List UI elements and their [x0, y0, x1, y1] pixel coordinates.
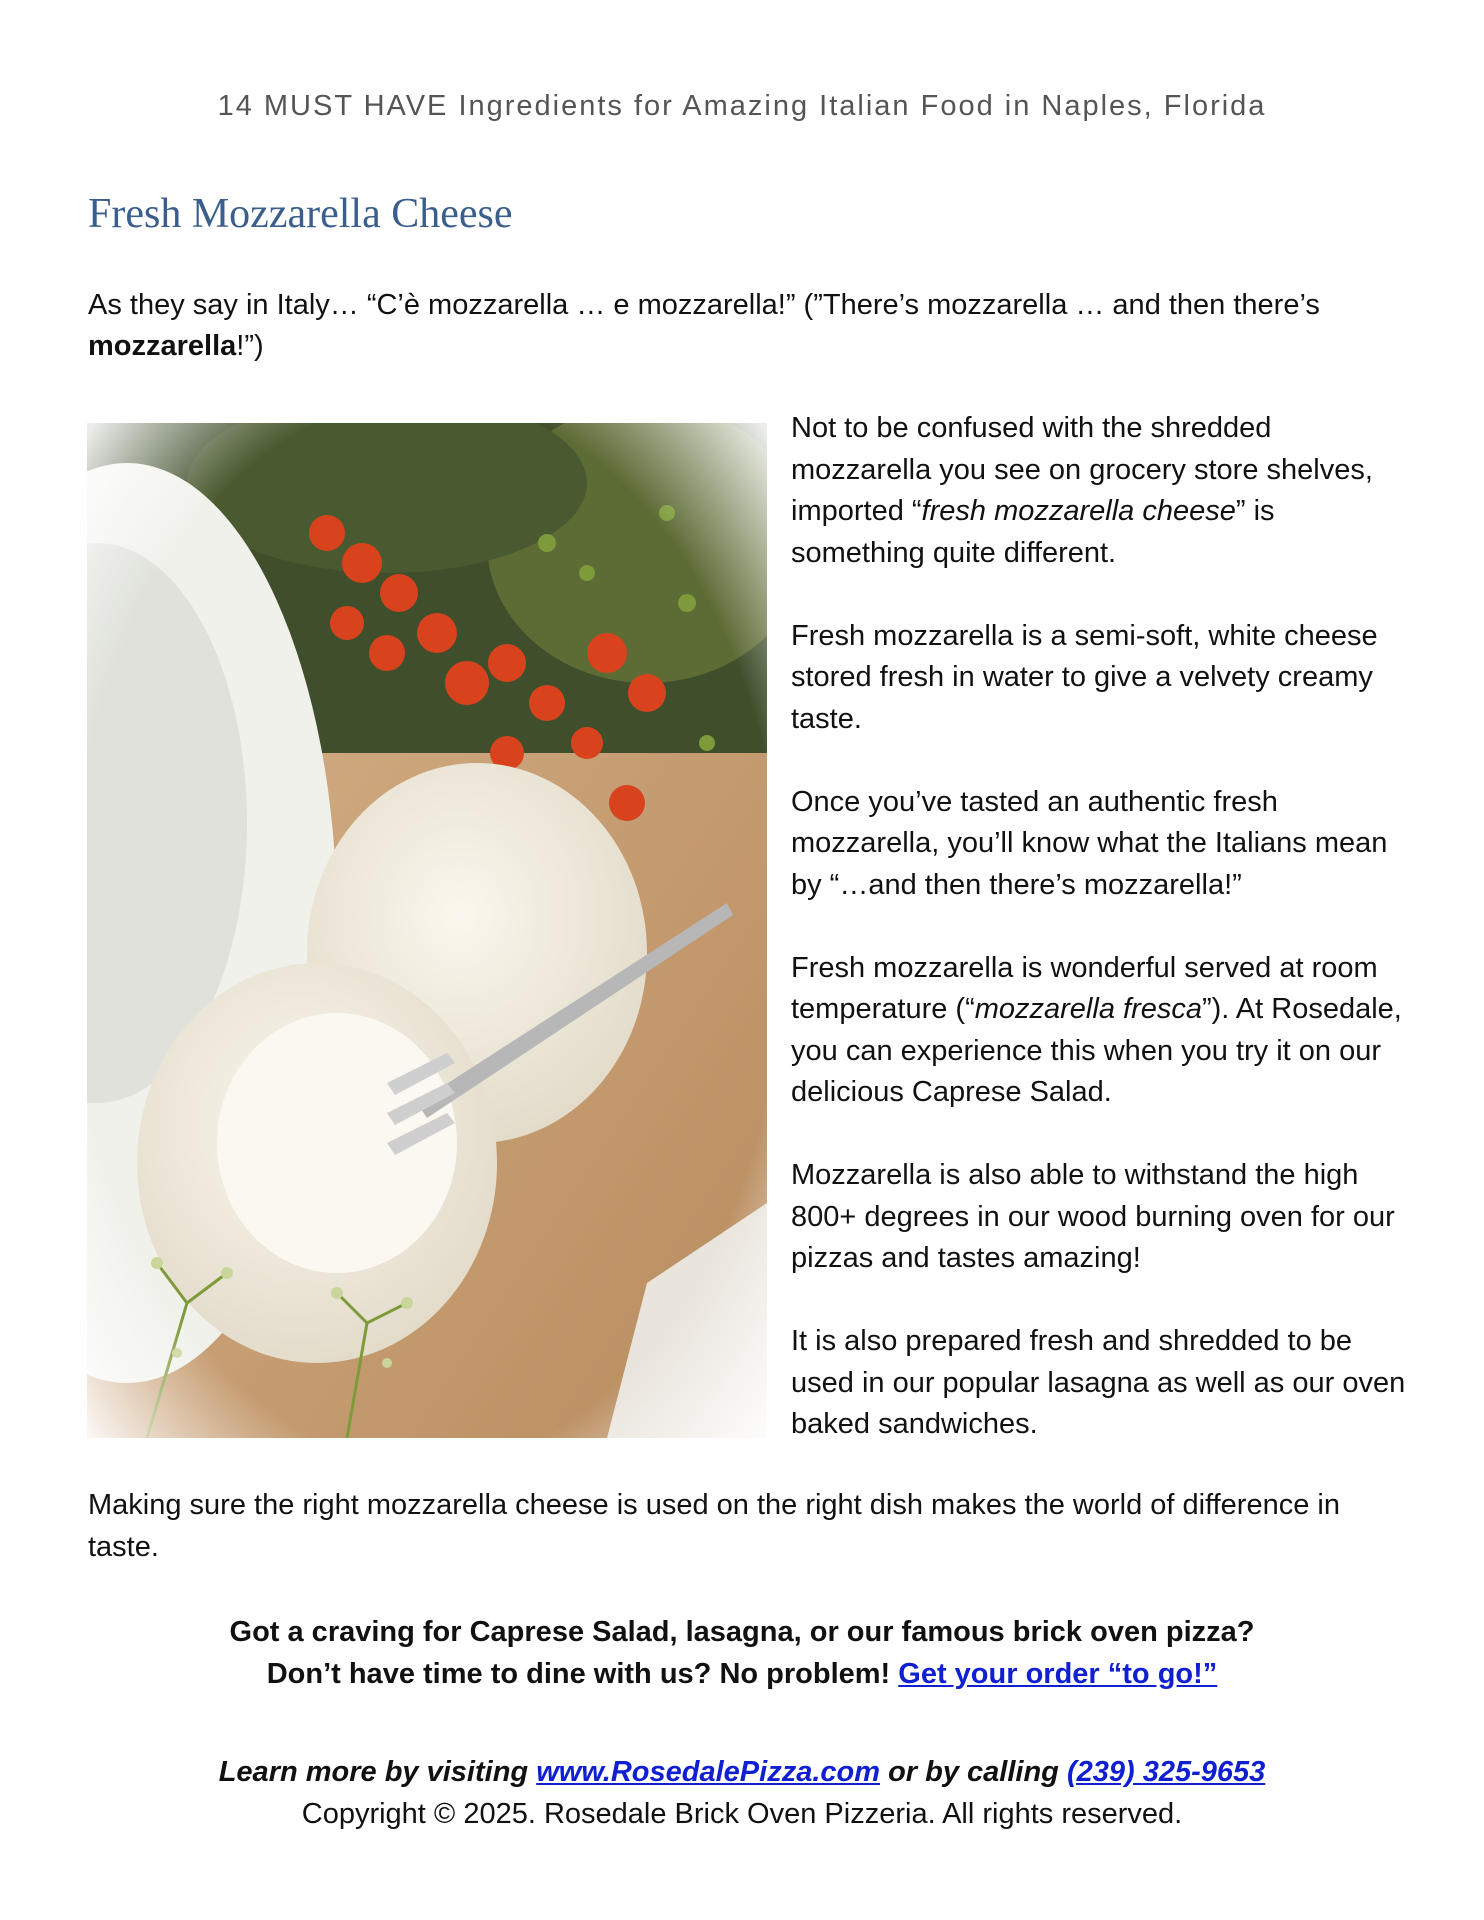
cta-line-2: [0, 1654, 1484, 1696]
mozzarella-photo: [87, 423, 767, 1438]
bottom-paragraph: Making sure the right mozzarella cheese is used on the right dish makes the world of difference in taste.: [88, 1489, 1340, 1563]
paragraph-4-text: Fresh mozzarella is wonderful served at room temperature (“: [791, 951, 1378, 1025]
paragraph-6: It is also prepared fresh and shredded to be used in our popular lasagna as well as our oven baked sandwiches.: [791, 1325, 1406, 1440]
website-link[interactable]: www.RosedalePizza.com: [536, 1756, 881, 1788]
paragraph-4: [791, 948, 1411, 1114]
order-to-go-link[interactable]: Get your order “to go!”: [898, 1657, 1218, 1690]
description-column: [791, 408, 1411, 1487]
intro-text: As they say in Italy… “C’è mozzarella … e mozzarella!” (”There’s mozzarella … and then there’s: [88, 289, 1320, 321]
phone-link[interactable]: (239) 325-9653: [1066, 1756, 1266, 1788]
learn-more-prefix: Learn more by visiting: [218, 1756, 537, 1788]
learn-more-mid: or by calling: [880, 1756, 1067, 1788]
section-title: Fresh Mozzarella Cheese: [88, 191, 513, 237]
footer: [0, 1752, 1484, 1835]
paragraph-2: Fresh mozzarella is a semi-soft, white cheese stored fresh in water to give a velvety creamy taste.: [791, 619, 1378, 735]
intro-text-end: !”): [236, 330, 264, 362]
paragraph-3: Once you’ve tasted an authentic fresh mozzarella, you’ll know what the Italians mean by “…and then there’s mozzarella!”: [791, 785, 1388, 901]
paragraph-1-italic: fresh mozzarella cheese: [921, 495, 1236, 527]
paragraph-1-text-end: ” is something quite different.: [791, 495, 1275, 569]
learn-more-line: [0, 1752, 1484, 1794]
cta-line-1: Got a craving for Caprese Salad, lasagna, or our famous brick oven pizza?: [229, 1616, 1255, 1648]
intro-paragraph: [88, 285, 1398, 367]
intro-bold: mozzarella: [88, 330, 237, 362]
paragraph-1-text: Not to be confused with the shredded mozzarella you see on grocery store shelves, imported “: [791, 412, 1373, 527]
paragraph-4-italic: mozzarella fresca: [974, 993, 1202, 1025]
paragraph-5: Mozzarella is also able to withstand the high 800+ degrees in our wood burning oven for our pizzas and tastes amazing!: [791, 1159, 1395, 1274]
paragraph-4-text-end: ”). At Rosedale, you can experience this when you try it on our delicious Caprese Salad.: [791, 993, 1402, 1108]
paragraph-1: [791, 408, 1411, 574]
copyright: Copyright © 2025. Rosedale Brick Oven Pizzeria. All rights reserved.: [301, 1797, 1183, 1830]
call-to-action: [0, 1612, 1484, 1695]
page-header: 14 MUST HAVE Ingredients for Amazing Italian Food in Naples, Florida: [217, 90, 1267, 122]
cta-line-2-text: Don’t have time to dine with us? No problem!: [266, 1657, 899, 1690]
